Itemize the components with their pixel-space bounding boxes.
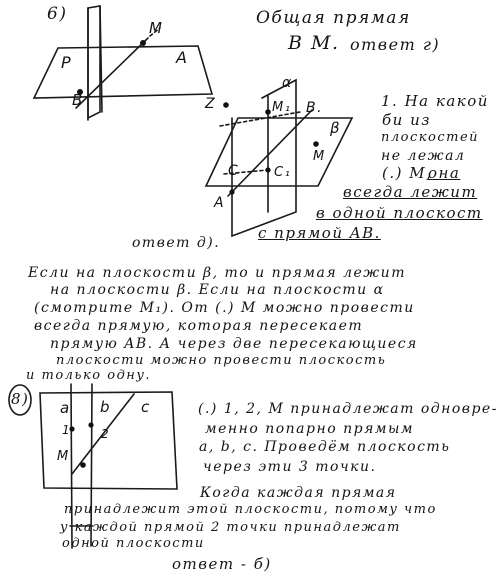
explanation-line3: (смотрите M₁). От (.) M можно провести [34,300,415,316]
fig2-label-alpha: α [282,75,293,91]
fig2-label-beta: β [330,119,342,137]
final-text-line4: одной плоскости [62,536,205,551]
fig1-text-line1: Общая прямая [256,8,411,28]
final-answer: ответ - б) [172,555,272,573]
fig2-label-M: M [313,149,326,164]
fig2-question-line3: плоскостей [381,130,480,145]
fig2-label-B-top: B. [306,100,324,116]
explanation-line1: Если на плоскости β, то и прямая лежит [28,265,406,281]
fig3-label-1: 1 [62,423,72,437]
explanation-line4: всегда прямую, которая пересекает [34,318,364,334]
fig1-label-A: A [176,48,189,67]
fig1-label-P: P [61,53,73,72]
fig3-label-a: a [60,399,71,417]
fig3-text-line4: через эти 3 точки. [203,459,377,475]
explanation-line7: и только одну. [26,368,152,383]
fig1-text-line2: B M. [288,32,340,54]
fig1-label-M: M [149,19,164,37]
fig3-text-line3: a, b, c. Проведём плоскость [199,439,451,455]
fig2-otvet: ответ д). [132,235,221,251]
explanation-line5: прямую AB. А через две пересекающиеся [50,336,418,352]
explanation-line6: плоскости можно провести плоскость [56,353,387,368]
final-text-line2: принадлежит этой плоскости, потому что [64,502,437,517]
fig3-text-line1: (.) 1, 2, M принадлежат одновре- [198,401,498,417]
fig2-answer-line2: в одной плоскост [316,204,483,222]
explanation-line2: на плоскости β. Если на плоскости α [50,282,385,298]
fig2-answer-line1: всегда лежит [343,183,478,201]
fig1-label-B: B [72,91,84,109]
fig3-number: 8) [11,390,30,408]
fig2-question-line6: она [428,164,461,182]
fig1-number: 6) [47,4,68,24]
fig2-label-M1: M₁ [272,100,292,115]
final-text-line1: Когда каждая прямая [200,485,397,501]
fig2-question-line1: 1. На какой [381,92,489,110]
fig1-text-line3: ответ г) [350,35,441,54]
final-text-line3: у каждой прямой 2 точки принадлежат [60,520,401,535]
fig3-label-2: 2 [101,427,111,441]
fig2-question-line4: не лежал [381,148,466,164]
fig2-label-A: A [214,195,226,211]
fig2-question-line5: (.) M, [382,164,433,182]
fig2-question-line2: би из [382,111,431,129]
fig2-label-C: C [228,163,240,179]
fig2-label-Z: Z [205,96,217,112]
fig3-label-b: b [100,398,112,416]
fig2-answer-line3: с прямой AB. [258,224,381,242]
fig3-label-c: c [141,398,151,416]
fig3-label-M: M [57,449,70,464]
fig3-text-line2: менно попарно прямым [205,421,414,437]
fig2-label-C1: C₁ [274,165,292,180]
